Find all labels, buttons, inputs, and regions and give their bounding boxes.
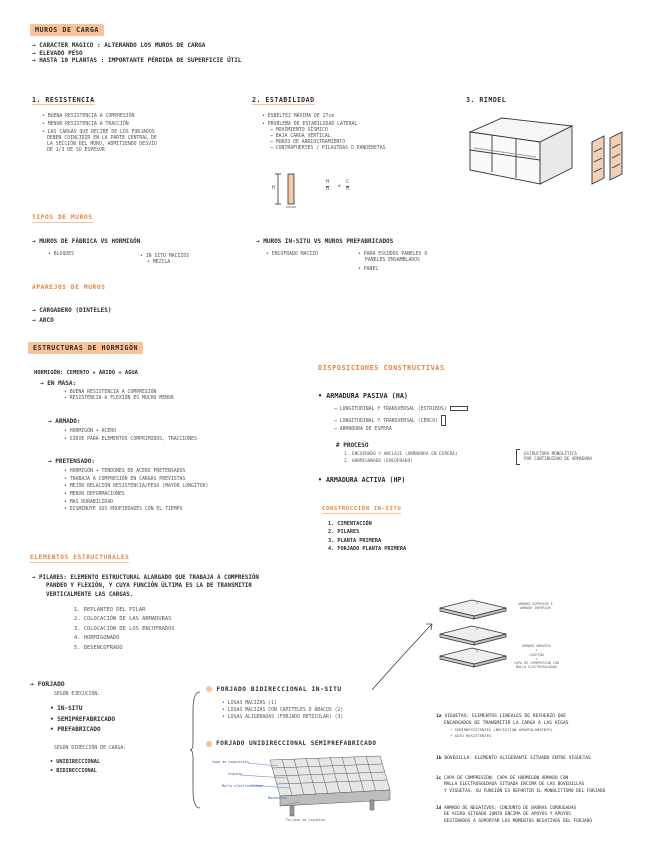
diagram-caption: Forjado de viguetas (286, 818, 325, 822)
formula-denominator: H (326, 186, 329, 192)
pretensado-item: • HORMIGÓN + TENDONES DE ACERO PRETENSADOS (64, 469, 186, 474)
diagram-label: Capa de compresión (212, 760, 249, 764)
pretensado-item: • MENOR DEFORMACIONES (64, 492, 125, 498)
forjado-bracket (190, 690, 202, 810)
disposiciones-heading: DISPOSICIONES CONSTRUCTIVAS (318, 364, 445, 372)
resistencia-item: • LAS CARGAS QUE RECIBE DE LOS FORJADOS (42, 129, 155, 135)
layer-label-top: ARMADO SUPERIOR E ARMADO INFERIOR (518, 602, 553, 611)
bidireccional-item: • LOSAS MACIZAS (1) (222, 701, 277, 706)
bidireccional-item: • LOSAS ALIGERADAS (FORJADO RETICULAR) (3) (222, 715, 344, 721)
stability-formula (326, 180, 329, 193)
proceso-note: ESTRUCTURA MONOLÍTICA (524, 451, 577, 456)
estabilidad-item: → MUROS DE ARRIOSTRAMIENTO (270, 139, 346, 145)
masa-item: • RESISTENCIA A FLEXIÓN ES MUCHO MENOR (64, 395, 174, 401)
armado-item: • HORMIGÓN + ACERO (64, 429, 116, 434)
estabilidad-heading: 2. ESTABILIDAD (252, 96, 315, 104)
intro-list (32, 42, 242, 65)
diagram-label: Malla electrosoldada (222, 784, 263, 788)
tipos-right-title: → MUROS IN-SITU VS MUROS PREFABRICADOS (256, 238, 394, 245)
intro-item: → CARACTER MAGICO : ALTERANDO LOS MUROS DE CARGA (32, 42, 206, 49)
bidireccional-item: • LOSAS MACIZAS CON CAPITELES O ÁBACOS (2) (222, 708, 344, 714)
formula-right-numerator: C (346, 180, 349, 185)
bullet-dot-icon (206, 686, 212, 692)
proceso-list (344, 451, 458, 465)
pilares-step: 4. HORMIGONADO (74, 635, 120, 642)
pretensado-item: • MEJOR RELACIÓN RESISTENCIA/PESO (MAYOR LONGITUD) (64, 484, 209, 490)
tipos-right-b: • PARA ESCUDOS PANELES O PANELES ENSAMBLADOS • PANEL (358, 252, 428, 272)
estabilidad-item: → BAJA CARGA VERTICAL (270, 133, 331, 139)
formula-right-denominator: H (346, 186, 349, 192)
hormigon-formula: HORMIGÓN: CEMENTO + ÁRIDO + AGUA (34, 370, 138, 376)
pretensado-item: • TRABAJA A COMPRESIÓN EN CARGAS PREVISTAS (64, 476, 186, 482)
forjado-sub2: SEGÚN DIRECCIÓN DE CARGA: (54, 746, 127, 751)
pasiva-item: → ARMADURA DE ESPERA (334, 427, 392, 433)
construccion-item: 1. CIMENTACIÓN (328, 521, 372, 527)
masa-list (64, 390, 174, 402)
arrow-to-sketch (370, 618, 440, 694)
armado-item: • SIRVE PARA ELEMENTOS COMPRIMIDOS, TRACCIONES (64, 436, 197, 442)
rimdel-cabinet-sketch (462, 112, 642, 192)
page-title: MUROS DE CARGA (30, 24, 104, 36)
stirrup-icon (441, 415, 446, 426)
aparejos-list (32, 306, 111, 326)
masa-title: → EN MASA: (40, 380, 77, 387)
pilares-steps (74, 606, 175, 653)
pretensado-title: → PRETENSADO: (48, 458, 95, 465)
resistencia-item: DEBEN COINCIDIR EN LA PARTE CENTRAL DE (47, 135, 157, 141)
unidireccional-heading: FORJADO UNIDIRECCIONAL SEMIPREFABRICADO (206, 740, 377, 748)
forjado-ejec-item: • IN-SITU (50, 705, 83, 712)
note-capa-compresion: 1c CAPA DE COMPRESIÓN: CAPA DE HORMIGÓN ARMADO CON MALLA ELECTROSOLDADA SITUADA ENCIMA DE LAS BOVEDILLAS Y VIGUETAS. SU FUNCIÓN ES REPARTIR EL MONOLITISMO DEL FORJADO (436, 776, 606, 794)
layer-number: 3 (476, 649, 479, 653)
armado-list (64, 428, 197, 443)
formula-numerator: H (326, 180, 329, 185)
layer-number: 1 (476, 601, 479, 605)
bidireccional-heading: FORJADO BIDIRECCIONAL IN-SITU (206, 686, 342, 694)
note-viguetas: 1a VIGUETAS: ELEMENTOS LINEALES DE REFUERZO QUE ENCARGADOS DE TRANSMITIR LA CARGA A LAS VIGAS → SEMIRRESISTENTES (NECESITAN APUNTALAMIENTO) → AUTO RESISTENTES (436, 714, 569, 738)
forjado-dir-item: • UNIDIRECCIONAL (50, 759, 100, 765)
proceso-item: 1. ENCOFRADO Y ANCLAJE (ARMADURA EN ESPERA) (344, 452, 458, 457)
construccion-list (328, 520, 406, 553)
tipos-left-b: • IN SITU MACIZOS • MEZCLA (140, 254, 190, 265)
pilares-step: 3. COLOCACIÓN DE LOS ENCOFRADOS (74, 625, 175, 632)
note-armado-negativos: 1d ARMADO DE NEGATIVOS: CONJUNTO DE BARRAS CORRUGADAS DE ACERO SITUADO JUNTO ENCIMA DE APOYOS Y APOYOS DESTINADOS A SOPORTAR LOS MOMENTOS NEGATIVOS DEL FORJADO (436, 806, 593, 824)
resistencia-item: LA SECCIÓN DEL MURO, ADMITIENDO DESVÍO (47, 141, 157, 147)
tipos-heading: TIPOS DE MUROS (32, 214, 93, 221)
pasiva-item: → LONGITUDINAL Y TRANSVERSAL (CERCO) (334, 415, 468, 427)
pasiva-list (334, 406, 468, 435)
resistencia-item: • MENOR RESISTENCIA A TRACCIÓN (42, 121, 129, 127)
note-bovedilla: 1b BOVEDILLA: ELEMENTO ALIGERANTE SITUADO ENTRE VIGUETAS (436, 756, 591, 761)
proceso-bracket (516, 449, 520, 465)
bidireccional-list (222, 700, 343, 722)
aparejos-item: → ARCO (32, 317, 54, 325)
construccion-heading: CONSTRUCCIÓN IN-SITU (322, 506, 402, 512)
construccion-item: 2. PILARES (328, 529, 360, 536)
forjado-heading: → FORJADO (30, 680, 65, 688)
resistencia-list (42, 114, 157, 154)
proceso-item: 2. HORMIGONADO (ENCOFRADO) (344, 459, 413, 465)
intro-item: → ELEVADO PESO (32, 49, 83, 57)
diagram-label: Vigueta (228, 772, 243, 776)
pilares-step: 2. COLOCACIÓN DE LAS ARMADURAS (74, 616, 172, 623)
pilares-definition: → PILARES: ELEMENTO ESTRUCTURAL ALARGADO QUE TRABAJA A COMPRESIÓN PANDEO Y FLEXIÓN, Y CUYA FUNCIÓN ÚLTIMA ES LA DE TRANSMITIR VERTICALMENTE LAS CARGAS. (32, 575, 259, 598)
aparejos-item: → CARGADERO (DINTELES) (32, 307, 112, 314)
resistencia-item: • BUENA RESISTENCIA A COMPRESIÓN (42, 114, 135, 119)
estabilidad-item: → MOVIMIENTO SÍSMICO (270, 127, 328, 133)
layer-label-bottom: ARMADO NERVIOS + CASETÓN + CAPA DE COMPRESIÓN CON MALLA ELECTROSOLDADA (514, 644, 559, 670)
formula-operator: ≤ (338, 184, 341, 189)
estabilidad-item: • PROBLEMA DE ESTABILIDAD LATERAL (262, 121, 358, 127)
estructuras-heading: ESTRUCTURAS DE HORMIGÓN (28, 342, 143, 354)
proceso-note: POR CONTINUIDAD DE ARMADURA (524, 456, 593, 462)
proceso-title: # PROCESO (336, 442, 369, 449)
diagram-label: H (272, 186, 275, 191)
forjado-ejec-item: • PREFABRICADO (50, 726, 101, 733)
pretensado-item: • MAS DURABILIDAD (64, 499, 114, 505)
forjado-dir-list (50, 758, 100, 776)
forjado-ejec-list (50, 704, 115, 736)
armado-title: → ARMADO: (48, 418, 81, 425)
diagram-label: Bovedilla (268, 796, 287, 800)
armadura-activa: • ARMADURA ACTIVA (HP) (318, 476, 406, 484)
masa-item: • BUENA RESISTENCIA A COMPRESIÓN (64, 390, 157, 395)
proceso-notes (524, 451, 592, 462)
aparejos-heading: APAREJOS DE MUROS (32, 284, 106, 291)
resistencia-item: DE 1/3 DE SU ESPESOR (47, 147, 105, 153)
forjado-ejec-item: • SEMIPREFABRICADO (50, 715, 116, 723)
stability-formula-right (346, 180, 349, 193)
tipos-left-a: • BLOQUES (48, 252, 74, 257)
estabilidad-item: → CONTRAFUERTES / PILASTRAS O PANDERETAS (270, 145, 386, 151)
slab-layers-sketch (434, 596, 514, 672)
intro-item: → HASTA 10 PLANTAS : IMPORTANTE PÉRDIDA DE SUPERFICIE ÚTIL (32, 57, 242, 64)
pilares-step: 5. DESENCOFRADO (74, 644, 123, 651)
rimdel-heading: 3. RIMDEL (466, 96, 507, 104)
tipos-left-title: → MUROS DE FÁBRICA VS HORMIGÓN (32, 238, 141, 245)
armadura-pasiva: • ARMADURA PASIVA (HA) (318, 392, 409, 400)
forjado-dir-item: • BIDIRECCIONAL (50, 768, 97, 775)
wall-section-diagram (270, 172, 310, 210)
forjado-sub1: SEGÚN EJECUCIÓN: (54, 692, 101, 697)
elementos-heading: ELEMENTOS ESTRUCTURALES (30, 554, 130, 561)
estabilidad-list (262, 114, 386, 152)
layer-number: 2 (476, 627, 479, 631)
resistencia-heading: 1. RESISTENCIA (32, 96, 95, 104)
bullet-dot-icon (206, 741, 212, 747)
pilares-step: 1. REPLANTEO DEL PILAR (74, 607, 146, 613)
pretensado-item: • DISMINUYE SUS PROPIEDADES CON EL TIEMPO (64, 507, 183, 513)
estabilidad-item: • ESBELTEZ MÁXIMA DE 27cm (262, 114, 335, 119)
construccion-item: 4. FORJADO PLANTA PRIMERA (328, 545, 407, 552)
bar-icon (450, 406, 468, 411)
construccion-item: 3. PLANTA PRIMERA (328, 537, 382, 544)
tipos-right-a: • ENCOFRADO MACIZO (266, 252, 318, 257)
pasiva-item: → LONGITUDINAL Y TRANSVERSAL (ESTRIBOS) (334, 406, 468, 415)
pretensado-list (64, 468, 208, 514)
